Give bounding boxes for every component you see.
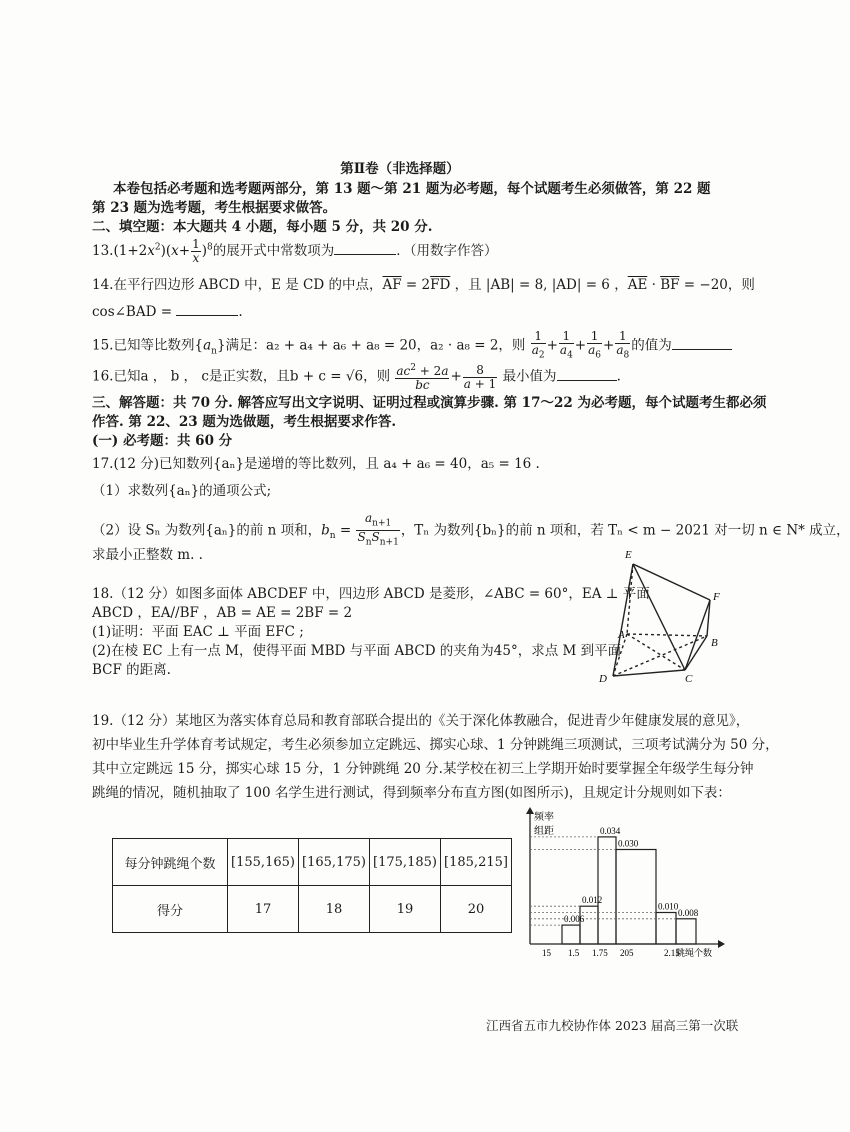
question-19-line-1: 19.（12 分）某地区为落实体育总局和教育部联合提出的《关于深化体教融合，促进青少年健康发展的意见》， — [92, 713, 750, 729]
bar-value-label: 0.006 — [564, 914, 585, 925]
question-17-line-4: 求最小正整数 m. . — [92, 547, 203, 563]
bar-value-label: 0.030 — [618, 838, 639, 849]
question-18-line-1: 18.（12 分）如图多面体 ABCDEF 中，四边形 ABCD 是菱形，∠ABC = 60°，EA ⊥ 平面 — [92, 586, 650, 602]
histogram-bar — [562, 925, 580, 944]
table-row — [113, 886, 512, 933]
question-18-line-3: (1)证明：平面 EAC ⊥ 平面 EFC ; — [92, 624, 304, 640]
bar-value-label: 0.008 — [678, 907, 699, 918]
histogram-bar — [676, 919, 696, 944]
question-15: 15.已知等比数列$\{a_n\}$满足：a₂ + a₄ + a₆ + a₈ = 20，a₂ · a₈ = 2，则 $\frac{1}{a_2}$ + $\frac{1}{a_4}$ + $\frac{1}{a_6}$ + $\frac{1}{a_8}$ 的值为 — [92, 330, 732, 362]
histogram-bar — [580, 906, 598, 944]
question-14-line-2: cos∠BAD = . — [92, 304, 243, 320]
footer-source: 江西省五市九校协作体 2023 届高三第一次联 — [486, 1018, 739, 1033]
polyhedron-figure — [585, 548, 735, 688]
fig-label-d: D — [599, 673, 607, 685]
histogram-bar — [656, 913, 676, 945]
bar-value-label: 0.034 — [600, 825, 621, 836]
histogram-bar — [598, 837, 616, 944]
histogram-bar — [616, 850, 656, 945]
x-tick-label: 205 — [620, 948, 634, 958]
part3-heading-1: 三、解答题：共 70 分. 解答应写出文字说明、证明过程或演算步骤. 第 17～22 为必考题，每个试题考生都必须 — [92, 395, 767, 411]
y-label-line-2: 组距 — [534, 826, 554, 837]
table-cell: 19 — [370, 886, 441, 933]
y-axis-arrow — [526, 807, 534, 814]
fig-label-b: B — [711, 637, 718, 649]
fig-label-a: A — [618, 629, 625, 641]
table-cell: 得分 — [113, 886, 228, 933]
table-cell: [185,215] — [441, 839, 512, 886]
x-tick-label: 1.5 — [568, 948, 580, 958]
intro-line-1: 本卷包括必考题和选考题两部分，第 13 题～第 21 题为必考题，每个试题考生必须做答，第 22 题 — [113, 181, 711, 197]
fig-label-e: E — [625, 549, 632, 561]
question-17-line-3: （2）设 Sₙ 为数列{aₙ}的前 n 项和，$b_n$ = $\frac{a_{n+1}}{S_nS_{n+1}}$ ，Tₙ 为数列{bₙ}的前 n 项和，若 Tₙ < m − 2021 对一切 n ∈ N* 成立， — [92, 511, 850, 548]
table-row — [113, 839, 512, 886]
part2-heading: 二、填空题：本大题共 4 小题，每小题 5 分，共 20 分. — [92, 219, 433, 235]
question-17-line-1: 17.(12 分)已知数列{aₙ}是递增的等比数列，且 a₄ + a₆ = 40，a₅ = 16 . — [92, 456, 540, 472]
x-tick-label: 2.15 — [664, 948, 680, 958]
table-cell: [165,175) — [299, 839, 370, 886]
x-axis-arrow — [718, 940, 725, 948]
x-tick-label: 15 — [542, 948, 551, 958]
table-cell: 18 — [299, 886, 370, 933]
score-table — [112, 838, 512, 933]
bar-value-label: 0.010 — [658, 901, 679, 912]
table-cell: [175,185) — [370, 839, 441, 886]
y-label-line-1: 频率 — [534, 812, 554, 823]
intro-line-2: 第 23 题为选考题，考生根据要求做答。 — [92, 200, 337, 216]
bar-value-label: 0.012 — [582, 895, 603, 906]
question-17-line-2: （1）求数列{aₙ}的通项公式; — [92, 483, 272, 499]
question-16: 16.已知a ， b ， c是正实数，且b + c = √6，则 $\frac{ac^2 + 2a}{bc}$ + $\frac{8}{a + 1}$ 最小值为 . — [92, 362, 621, 392]
x-axis-label: 跳绳个数 — [676, 948, 713, 958]
question-18-line-2: ABCD ，EA//BF ，AB = AE = 2BF = 2 — [92, 605, 353, 621]
question-19-line-3: 其中立定跳远 15 分，掷实心球 15 分，1 分钟跳绳 20 分.某学校在初三上学期开始时要掌握全年级学生每分钟 — [92, 761, 754, 777]
table-cell: [155,165) — [228, 839, 299, 886]
fig-label-c: C — [685, 673, 693, 685]
table-cell: 每分钟跳绳个数 — [113, 839, 228, 886]
question-18-line-5: BCF 的距离. — [92, 662, 171, 678]
question-14: 14.在平行四边形 ABCD 中，E 是 CD 的中点，$\overline{AF} = 2\overline{FD}$ ，且 |AB| = 8, |AD| = 6 ，$\overline{AE} \cdot \overline{BF} = -20$，则 — [92, 277, 755, 293]
table-cell: 20 — [441, 886, 512, 933]
part3-subheading: (一) 必考题：共 60 分 — [92, 433, 233, 449]
question-18-line-4: (2)在棱 EC 上有一点 M，使得平面 MBD 与平面 ABCD 的夹角为45°，求点 M 到平面 — [92, 643, 622, 659]
section-title: 第Ⅱ卷（非选择题） — [340, 161, 460, 177]
table-cell: 17 — [228, 886, 299, 933]
question-13: $13.(1+2x^2)(x+$ $\frac{1}{x}$ )$^8$的展开式中常数项为 ．（用数字作答） — [92, 237, 498, 265]
frequency-histogram — [518, 808, 728, 958]
fig-label-f: F — [713, 591, 720, 603]
part3-heading-2: 作答. 第 22、23 题为选做题，考生根据要求作答. — [92, 414, 397, 430]
x-tick-label: 1.75 — [592, 948, 608, 958]
question-19-line-4: 跳绳的情况，随机抽取了 100 名学生进行测试，得到频率分布直方图(如图所示)，且规定计分规则如下表： — [92, 785, 731, 801]
question-19-line-2: 初中毕业生升学体育考试规定，考生必须参加立定跳远、掷实心球、1 分钟跳绳三项测试，三项考试满分为 50 分， — [92, 737, 779, 753]
